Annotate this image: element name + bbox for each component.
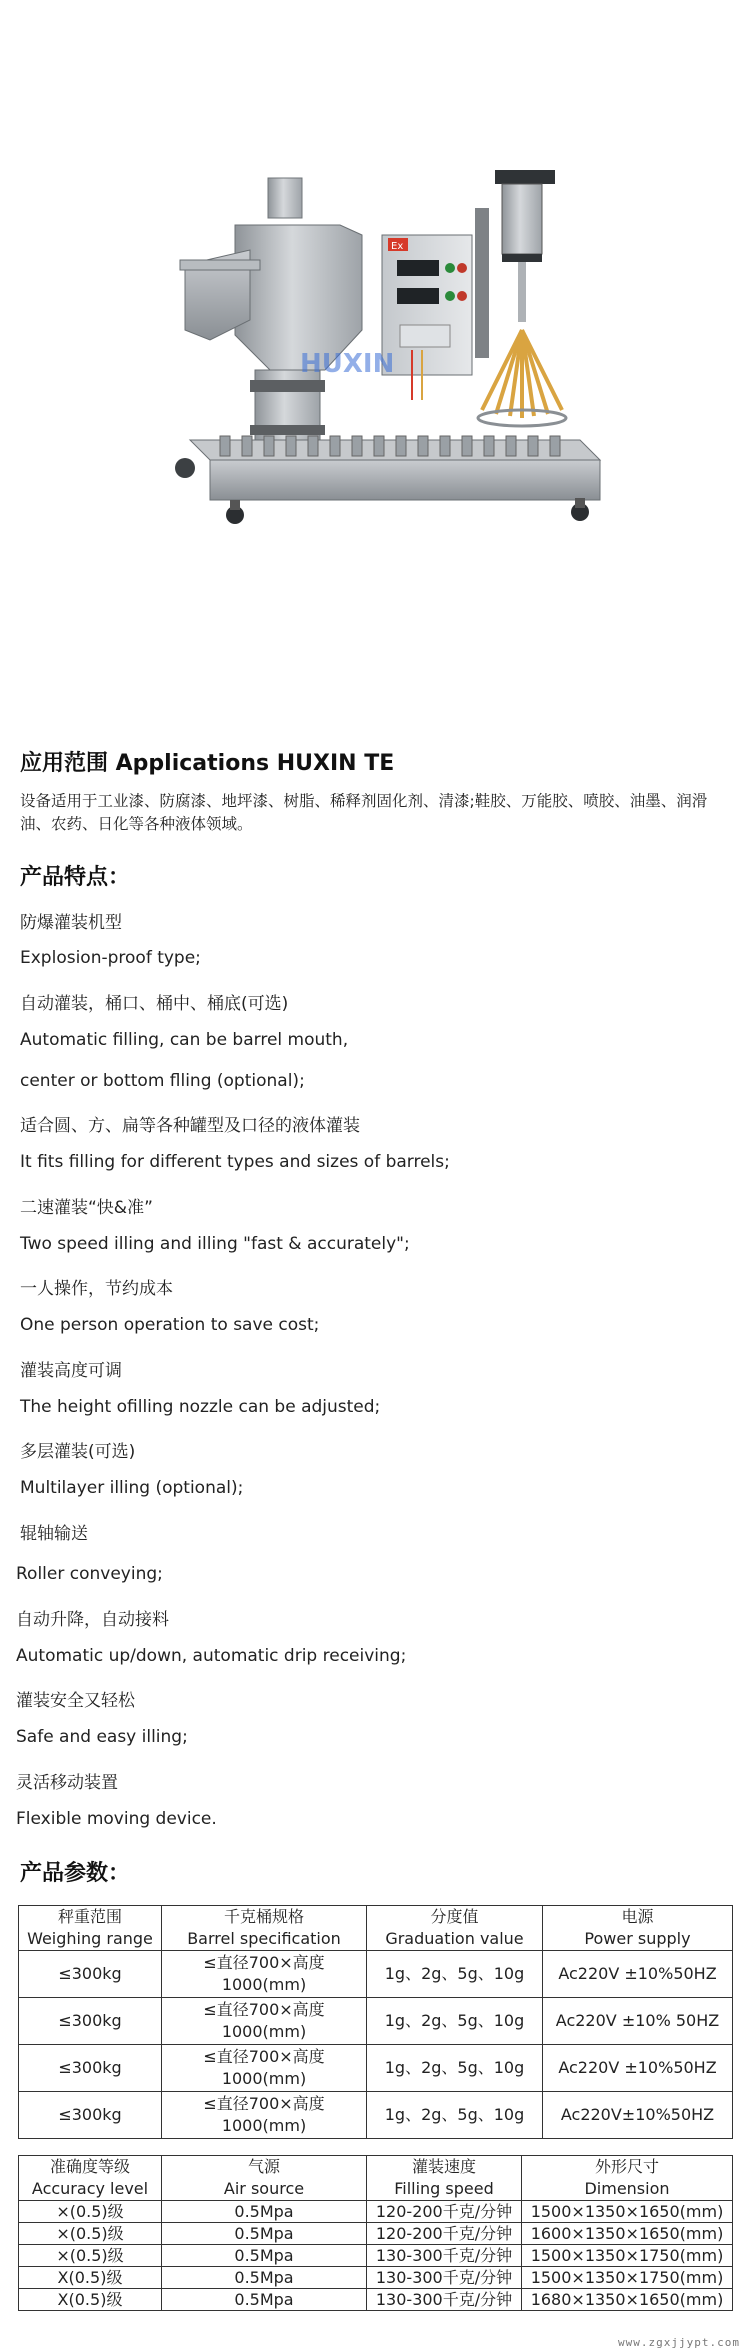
cell-speed: 130-300千克/分钟: [367, 2289, 522, 2311]
cell-air: 0.5Mpa: [162, 2289, 367, 2311]
cell-dimension: 1500×1350×1750(mm): [522, 2267, 733, 2289]
feature-line: 辊轴输送: [20, 1524, 88, 1544]
cell-air: 0.5Mpa: [162, 2267, 367, 2289]
applications-description: 设备适用于工业漆、防腐漆、地坪漆、树脂、稀释剂固化剂、清漆;鞋胶、万能胶、喷胶、油墨、润滑油、农药、日化等各种液体领域。: [20, 792, 708, 833]
feature-line: Automatic up/down, automatic drip receiving;: [16, 1646, 407, 1666]
feature-line: 灌装高度可调: [20, 1361, 122, 1381]
cell-power: Ac220V±10%50HZ: [543, 2092, 733, 2139]
cell-accuracy: X(0.5)级: [19, 2267, 162, 2289]
cell-speed: 120-200千克/分钟: [367, 2201, 522, 2223]
feature-line: Two speed illing and illing "fast & accurately";: [20, 1234, 410, 1254]
feature-line: Flexible moving device.: [16, 1809, 217, 1829]
feature-line: 适合圆、方、扁等各种罐型及口径的液体灌装: [20, 1116, 360, 1136]
feature-line: 二速灌装“快&准”: [20, 1198, 153, 1218]
feature-line: Safe and easy illing;: [16, 1727, 188, 1747]
feature-line: One person operation to save cost;: [20, 1315, 320, 1335]
cell-barrel: ≤直径700×高度 1000(mm): [162, 2092, 367, 2139]
cell-weighing: ≤300kg: [19, 1951, 162, 1998]
cell-dimension: 1500×1350×1650(mm): [522, 2201, 733, 2223]
feature-line: The height ofilling nozzle can be adjusted;: [20, 1397, 381, 1417]
feature-line: 自动灌装，桶口、桶中、桶底(可选): [20, 994, 289, 1014]
cell-dimension: 1600×1350×1650(mm): [522, 2223, 733, 2245]
feature-line: center or bottom flling (optional);: [20, 1071, 305, 1091]
cell-dimension: 1680×1350×1650(mm): [522, 2289, 733, 2311]
cell-barrel: ≤直径700×高度 1000(mm): [162, 2045, 367, 2092]
cell-accuracy: ×(0.5)级: [19, 2201, 162, 2223]
table-row: [19, 1998, 733, 2045]
header-dimension: 外形尺寸 Dimension: [522, 2156, 733, 2201]
feature-line: 灵活移动装置: [16, 1773, 118, 1793]
table-row: [19, 2245, 733, 2267]
cell-power: Ac220V ±10%50HZ: [543, 1951, 733, 1998]
cell-barrel: ≤直径700×高度 1000(mm): [162, 1951, 367, 1998]
cell-air: 0.5Mpa: [162, 2223, 367, 2245]
table-header-row: [19, 2156, 733, 2201]
table-row: [19, 2092, 733, 2139]
cell-air: 0.5Mpa: [162, 2245, 367, 2267]
feature-line: 自动升降，自动接料: [16, 1610, 169, 1630]
header-graduation: 分度值 Graduation value: [367, 1906, 543, 1951]
section-title-applications: 应用范围 Applications HUXIN TE: [20, 751, 395, 776]
table-row: [19, 2045, 733, 2092]
header-power: 电源 Power supply: [543, 1906, 733, 1951]
cell-power: Ac220V ±10%50HZ: [543, 2045, 733, 2092]
feature-line: 灌装安全又轻松: [16, 1691, 135, 1711]
cell-air: 0.5Mpa: [162, 2201, 367, 2223]
cell-accuracy: X(0.5)级: [19, 2289, 162, 2311]
header-filling-speed: 灌装速度 Filling speed: [367, 2156, 522, 2201]
section-title-features: 产品特点：: [20, 865, 131, 890]
cell-graduation: 1g、2g、5g、10g: [367, 1951, 543, 1998]
cell-power: Ac220V ±10% 50HZ: [543, 1998, 733, 2045]
section-title-parameters: 产品参数：: [20, 1861, 131, 1886]
cell-weighing: ≤300kg: [19, 2045, 162, 2092]
cell-graduation: 1g、2g、5g、10g: [367, 2092, 543, 2139]
table-row: [19, 2201, 733, 2223]
feature-line: Explosion-proof type;: [20, 948, 201, 968]
feature-line: It fits filling for different types and sizes of barrels;: [20, 1152, 450, 1172]
parameters-table-1: [18, 1905, 733, 2139]
cell-speed: 120-200千克/分钟: [367, 2223, 522, 2245]
watermark-logo: HUXIN: [300, 349, 395, 379]
cell-graduation: 1g、2g、5g、10g: [367, 2045, 543, 2092]
feature-line: Multilayer illing (optional);: [20, 1478, 244, 1498]
header-barrel-spec: 千克桶规格 Barrel specification: [162, 1906, 367, 1951]
header-air-source: 气源 Air source: [162, 2156, 367, 2201]
cell-accuracy: ×(0.5)级: [19, 2223, 162, 2245]
feature-line: 一人操作，节约成本: [20, 1279, 173, 1299]
site-watermark: www.zgxjjypt.com: [618, 2336, 740, 2349]
table-header-row: [19, 1906, 733, 1951]
feature-line: Automatic filling, can be barrel mouth,: [20, 1030, 349, 1050]
header-weighing-range: 秤重范围 Weighing range: [19, 1906, 162, 1951]
feature-line: Roller conveying;: [16, 1564, 163, 1584]
cell-dimension: 1500×1350×1750(mm): [522, 2245, 733, 2267]
cell-weighing: ≤300kg: [19, 2092, 162, 2139]
table-row: [19, 2267, 733, 2289]
cell-graduation: 1g、2g、5g、10g: [367, 1998, 543, 2045]
product-photo-filling-machine: [150, 140, 620, 570]
cell-accuracy: ×(0.5)级: [19, 2245, 162, 2267]
feature-line: 多层灌装(可选): [20, 1442, 136, 1462]
cell-speed: 130-300千克/分钟: [367, 2267, 522, 2289]
cell-weighing: ≤300kg: [19, 1998, 162, 2045]
table-row: [19, 1951, 733, 1998]
feature-line: 防爆灌装机型: [20, 913, 122, 933]
parameters-table-2: [18, 2155, 733, 2311]
cell-speed: 130-300千克/分钟: [367, 2245, 522, 2267]
header-accuracy: 准确度等级 Accuracy level: [19, 2156, 162, 2201]
cell-barrel: ≤直径700×高度 1000(mm): [162, 1998, 367, 2045]
table-row: [19, 2289, 733, 2311]
table-row: [19, 2223, 733, 2245]
ex-label: Ex: [391, 241, 404, 252]
